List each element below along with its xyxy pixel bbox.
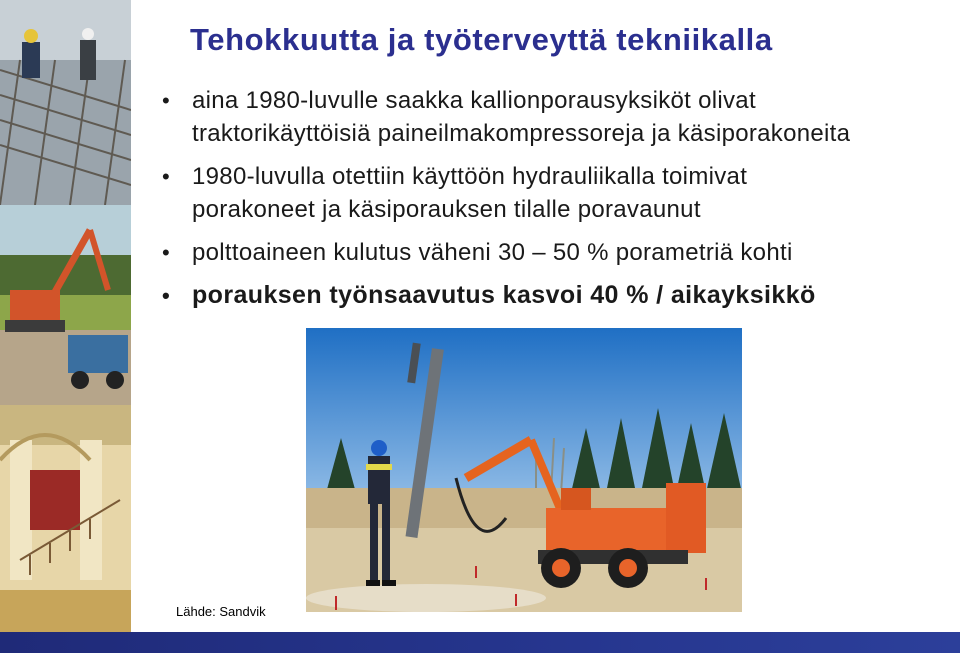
interior-staircase-image [0, 405, 131, 632]
construction-site-image [0, 0, 131, 205]
bullet-line: porauksen työnsaavutus kasvoi 40 % / aikayksikkö [192, 281, 816, 309]
bullet-line: polttoaineen kulutus väheni 30 – 50 % porametriä kohti [192, 239, 793, 266]
bullet-line: aina 1980-luvulle saakka kallionporausyksiköt olivat [192, 87, 756, 114]
bullet-item [162, 84, 960, 150]
bullet-item [162, 160, 960, 226]
bullet-dot-icon: • [162, 283, 171, 308]
bullet-dot-icon: • [162, 164, 171, 189]
bullet-list [162, 84, 960, 312]
excavator-image [0, 205, 131, 405]
bullet-line: porakoneet ja käsiporauksen tilalle poravaunut [192, 196, 701, 223]
bullet-dot-icon: • [162, 88, 171, 113]
bullet-line: 1980-luvulla otettiin käyttöön hydrauliikalla toimivat [192, 163, 748, 190]
footer-bar [0, 632, 960, 653]
bullet-dot-icon: • [162, 240, 171, 265]
bullet-line: traktorikäyttöisiä paineilmakompressoreja ja käsiporakoneita [192, 120, 851, 147]
photo-caption: Lähde: Sandvik [176, 604, 266, 619]
slide-title: Tehokkuutta ja työterveyttä tekniikalla [190, 22, 773, 57]
bullet-item [162, 236, 960, 269]
bullet-item [162, 279, 960, 312]
side-photo-strip [0, 0, 131, 632]
drill-rig-photo [306, 328, 742, 612]
